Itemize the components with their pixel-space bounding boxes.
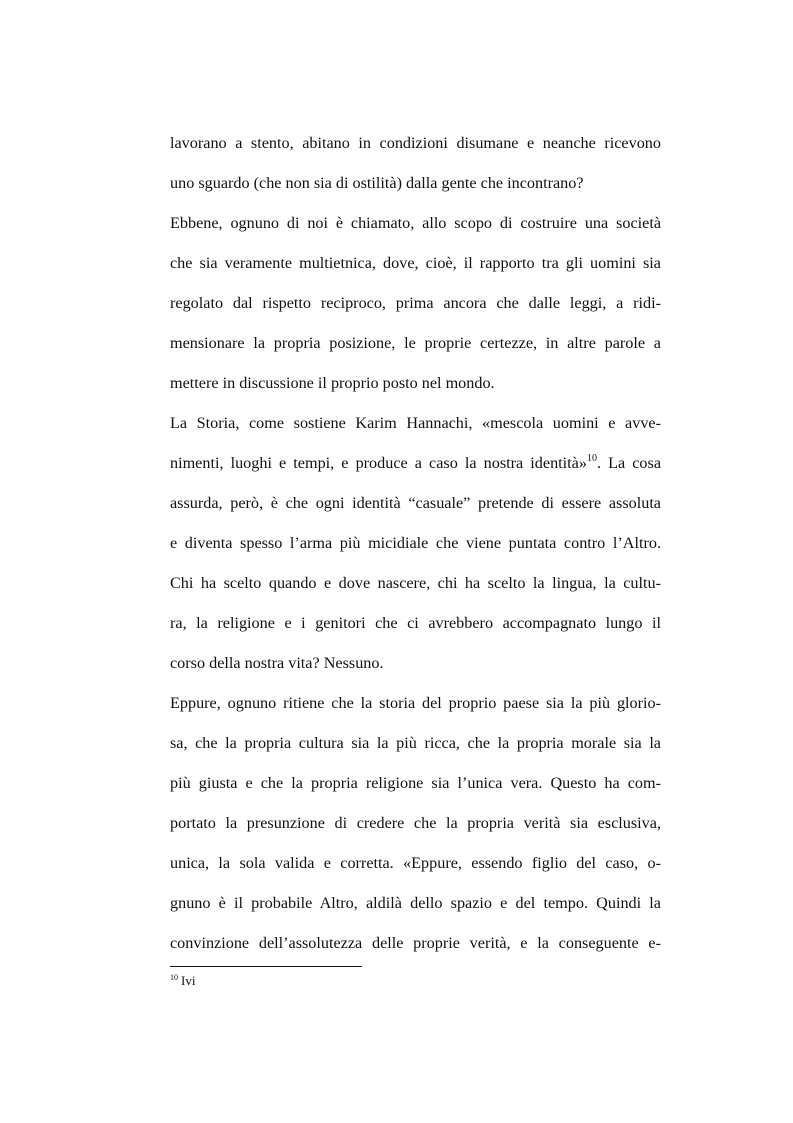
text-line: Chi ha scelto quando e dove nascere, chi ha scelto la lingua, la cultu- — [170, 574, 661, 592]
text-line: portato la presunzione di credere che la propria verità sia esclusiva, — [170, 814, 661, 832]
text-line: gnuno è il probabile Altro, aldilà dello spazio e del tempo. Quindi la — [170, 894, 661, 912]
text-line: mettere in discussione il proprio posto nel mondo. — [170, 374, 495, 392]
text-line: Eppure, ognuno ritiene che la storia del proprio paese sia la più glorio- — [170, 694, 661, 712]
line-text: . La cosa — [596, 454, 661, 472]
line-text: nimenti, luoghi e tempi, e produce a caso la nostra identità» — [170, 454, 587, 472]
text-line: sa, che la propria cultura sia la più ricca, che la propria morale sia la — [170, 734, 661, 752]
text-line: Ebbene, ognuno di noi è chiamato, allo scopo di costruire una società — [170, 214, 661, 232]
text-line: ra, la religione e i genitori che ci avrebbero accompagnato lungo il — [170, 614, 661, 632]
text-line: convinzione dell’assolutezza delle proprie verità, e la conseguente e- — [170, 934, 661, 952]
footnote-reference[interactable]: 10 — [586, 453, 597, 464]
text-line: unica, la sola valida e corretta. «Eppure, essendo figlio del caso, o- — [170, 854, 661, 872]
text-line: più giusta e che la propria religione sia l’unica vera. Questo ha com- — [170, 774, 661, 792]
footnote-separator — [170, 966, 362, 967]
text-line: lavorano a stento, abitano in condizioni disumane e neanche ricevono — [170, 134, 661, 152]
text-line: regolato dal rispetto reciproco, prima ancora che dalle leggi, a ridi- — [170, 294, 661, 312]
footnote-number: 10 — [170, 973, 178, 982]
footnote — [170, 973, 195, 989]
footnote-text: Ivi — [181, 973, 196, 988]
text-line: che sia veramente multietnica, dove, cioè, il rapporto tra gli uomini sia — [170, 254, 661, 272]
text-line-with-footnote-ref — [170, 453, 661, 473]
text-line: corso della nostra vita? Nessuno. — [170, 654, 384, 672]
text-line: uno sguardo (che non sia di ostilità) dalla gente che incontrano? — [170, 174, 584, 192]
text-line: mensionare la propria posizione, le proprie certezze, in altre parole a — [170, 334, 661, 352]
text-line: assurda, però, è che ogni identità “casuale” pretende di essere assoluta — [170, 494, 661, 512]
text-line: La Storia, come sostiene Karim Hannachi, «mescola uomini e avve- — [170, 414, 661, 432]
text-line: e diventa spesso l’arma più micidiale che viene puntata contro l’Altro. — [170, 534, 661, 552]
